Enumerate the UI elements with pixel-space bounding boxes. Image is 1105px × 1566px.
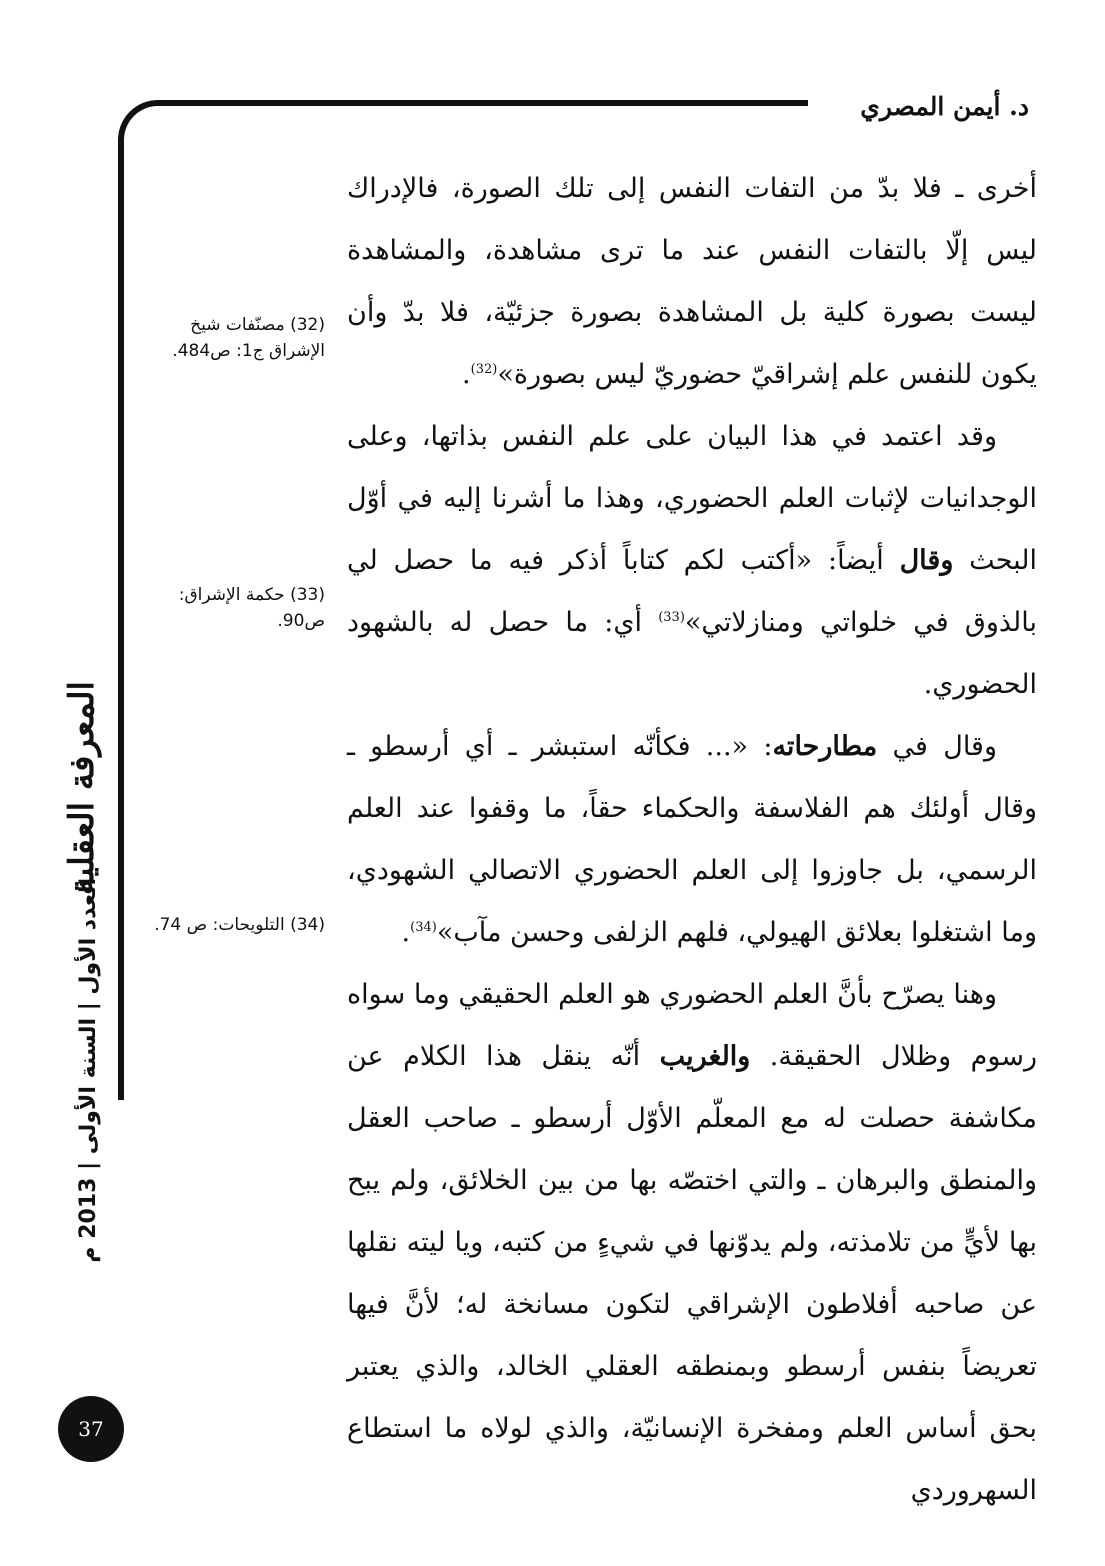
text-run: أيضاً: «أكتب لكم كتاباً أذكر فيه ما حصل لي بالذوق في خلواتي ومنازلاتي» bbox=[347, 545, 1037, 638]
paragraph-2 bbox=[347, 406, 1037, 716]
bold-term: وقال bbox=[899, 545, 954, 576]
journal-logo-text: المعرفة العقلية bbox=[62, 680, 102, 896]
paragraph-4 bbox=[347, 964, 1037, 1522]
issue-info bbox=[64, 877, 112, 1263]
text-run: أخرى ـ فلا بدّ من التفات النفس إلى تلك الصورة، فالإدراك ليس إلّا بالتفات النفس عند ما ترى مشاهدة، والمشاهدة ليست بصورة كلية بل المشاهدة بصورة جزئيّة، فلا بدّ وأن يكون للنفس علم إشراقيّ حضوريّ ليس بصورة» bbox=[347, 173, 1037, 390]
paragraph-3 bbox=[347, 716, 1037, 964]
text-run: وقد اعتمد في هذا البيان على علم النفس بذاتها، وعلى الوجدانيات لإثبات العلم الحضوري، وهذا ما أشرنا إليه في أوّل البحث bbox=[347, 421, 1037, 576]
text-run: : «... فكأنّه استبشر ـ أي أرسطو ـ وقال أولئك هم الفلاسفة والحكماء حقاً، ما وقفوا عند العلم الرسمي، بل جاوزوا إلى العلم الحضوري الاتصالي الشهودي، وما اشتغلوا بعلائق الهيولي، فلهم الزلفى وحسن مآب» bbox=[347, 731, 1037, 948]
text-run: أي: ما حصل له بالشهود الحضوري. bbox=[347, 607, 1037, 700]
bold-term: والغريب bbox=[659, 1041, 751, 1072]
text-run: وهنا يصرّح بأنَّ العلم الحضوري هو العلم الحقيقي وما سواه رسوم وظلال الحقيقة. bbox=[347, 979, 1037, 1072]
bold-term: مطارحاته bbox=[772, 731, 878, 762]
footnote-32: (32) مصنّفات شيخ الإشراق ج1: ص484. bbox=[172, 315, 325, 361]
text-run: . bbox=[401, 917, 411, 948]
footnote-33: (33) حكمة الإشراق: ص90. bbox=[178, 585, 325, 631]
text-run: أنّه ينقل هذا الكلام عن مكاشفة حصلت له مع المعلّم الأوّل أرسطو ـ صاحب العقل والمنطق والبرهان ـ والتي اختصّه بها من بين الخلائق، ولم يبح بها لأيٍّ من تلامذته، ولم يدوّنها في شيءٍ من كتبه، ويا ليته نقلها عن صاحبه أفلاطون الإشراقي لتكون مسانخة له؛ لأنَّ فيها تعريضاً بنفس أرسطو وبمنطقه العقلي الخالد، والذي يعتبر بحق أساس العلم ومفخرة الإنسانيّة، والذي لولاه ما استطاع السهروردي bbox=[347, 1041, 1037, 1506]
footnote-34: (34) التلويحات: ص 74. bbox=[154, 915, 325, 935]
footnote-ref: (34) bbox=[410, 920, 437, 935]
journal-logo bbox=[50, 680, 114, 896]
author-header: د. أيمن المصري bbox=[860, 92, 1029, 121]
text-run: وقال في bbox=[877, 731, 998, 762]
text-run: . bbox=[462, 359, 471, 390]
paragraph-1 bbox=[347, 158, 1037, 406]
issue-line: العدد الأول | السنة الأولى | 2013 م bbox=[75, 877, 101, 1263]
footnote-ref: (32) bbox=[470, 362, 498, 377]
footnote-ref: (33) bbox=[658, 610, 685, 625]
page-number-badge: 37 bbox=[58, 1396, 124, 1462]
